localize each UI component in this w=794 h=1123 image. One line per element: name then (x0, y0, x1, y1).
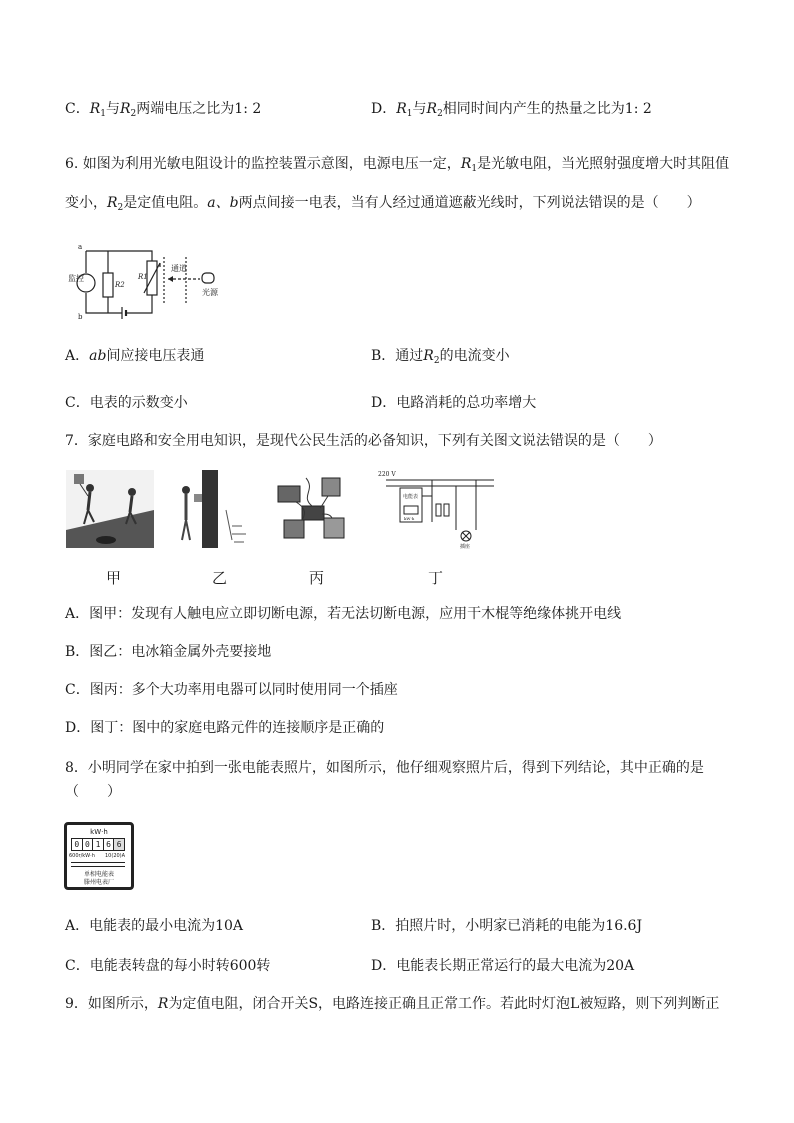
q7-caption-jia: 甲 (106, 569, 122, 587)
q8-option-d: D．电能表长期正常运行的最大电流为20A (371, 958, 635, 974)
q8-meter-unit: kW·h (90, 828, 108, 836)
q7-caption-bing: 丙 (309, 569, 325, 587)
q6-circuit-figure (68, 243, 228, 321)
q6-option-c: C．电表的示数变小 (65, 395, 188, 411)
q7-caption-ding: 丁 (428, 569, 444, 587)
q6-label-monitor: 监控 (68, 274, 84, 283)
q7-ding-meter: 电能表 (403, 494, 419, 500)
q7-figure-ding (376, 466, 494, 550)
q8-option-a: A．电能表的最小电流为10A (65, 918, 244, 934)
q8-option-b: B．拍照片时，小明家已消耗的电能为16.6J (371, 918, 643, 934)
q6-label-light: 光源 (202, 288, 218, 297)
q6-option-a: A．ab间应接电压表通 (65, 348, 205, 364)
q7-figure-bing (276, 470, 350, 548)
q6-stem-line1: 6. 如图为利用光敏电阻设计的监控装置示意图，电源电压一定，$R_1$是光敏电阻，当光照射强度增大时其阻值 (65, 156, 730, 174)
q7-stem: 7．家庭电路和安全用电知识，是现代公民生活的必备知识，下列有关图文说法错误的是（ ） (65, 433, 662, 449)
q8-meter-dial (71, 862, 125, 867)
q8-stem-paren: （ ） (65, 784, 121, 800)
q6-label-a: a (78, 243, 83, 251)
q7-figure-jia (66, 470, 154, 548)
q6-option-b: B．通过$R_2$的电流变小 (371, 348, 510, 366)
q8-meter-digit: 6 (114, 839, 124, 850)
q6-option-d: D．电路消耗的总功率增大 (371, 395, 537, 411)
q6-stem-line2: 变小，$R_2$是定值电阻。a、b两点间接一电表，当有人经过通道遮蔽光线时，下列说法错误的是（ ） (65, 195, 701, 213)
q8-meter-digits (71, 838, 125, 851)
q8-meter-brand2: 滕州电表厂 (83, 879, 114, 886)
q7-option-b: B．图乙：电冰箱金属外壳要接地 (65, 644, 272, 660)
q6-label-r1: R1 (138, 273, 148, 281)
q8-meter-figure (64, 822, 134, 890)
q7-option-d: D．图丁：图中的家庭电路元件的连接顺序是正确的 (65, 720, 385, 736)
q7-option-c: C．图丙：多个大功率用电器可以同时使用同一个插座 (65, 682, 398, 698)
q8-meter-digit: 0 (72, 839, 83, 850)
q7-ding-lamp: 插座 (460, 544, 471, 550)
q8-meter-spec1: 600r/kW·h (69, 853, 95, 859)
q5-option-c: C．$R_1$与$R_2$两端电压之比为1: 2 (65, 101, 262, 119)
q6-label-b: b (78, 313, 83, 321)
q9-stem: 9．如图所示，R为定值电阻，闭合开关S，电路连接正确且正常工作。若此时灯泡L被短路，则下列判断正 (65, 996, 720, 1012)
q7-figure-yi (176, 470, 256, 548)
q8-meter-digit: 0 (83, 839, 94, 850)
q8-meter-digit: 6 (104, 839, 115, 850)
q5-option-d: D．$R_1$与$R_2$相同时间内产生的热量之比为1: 2 (371, 101, 652, 119)
q7-ding-voltage: 220 V (378, 471, 396, 478)
q8-meter-digit: 1 (93, 839, 104, 850)
q7-option-a: A．图甲：发现有人触电应立即切断电源，若无法切断电源，应用干木棍等绝缘体挑开电线 (65, 606, 622, 622)
q6-label-channel: 通道 (171, 264, 187, 273)
q8-meter-spec2: 10(20)A (105, 853, 126, 859)
q8-option-c: C．电能表转盘的每小时转600转 (65, 958, 271, 974)
q7-caption-yi: 乙 (212, 569, 228, 587)
q8-meter-brand1: 单相电能表 (83, 871, 114, 878)
q7-ding-kwh: kW·h (404, 516, 415, 521)
q8-stem: 8．小明同学在家中拍到一张电能表照片，如图所示，他仔细观察照片后，得到下列结论，其中正确的是 (65, 760, 704, 776)
q6-label-r2: R2 (115, 281, 125, 289)
